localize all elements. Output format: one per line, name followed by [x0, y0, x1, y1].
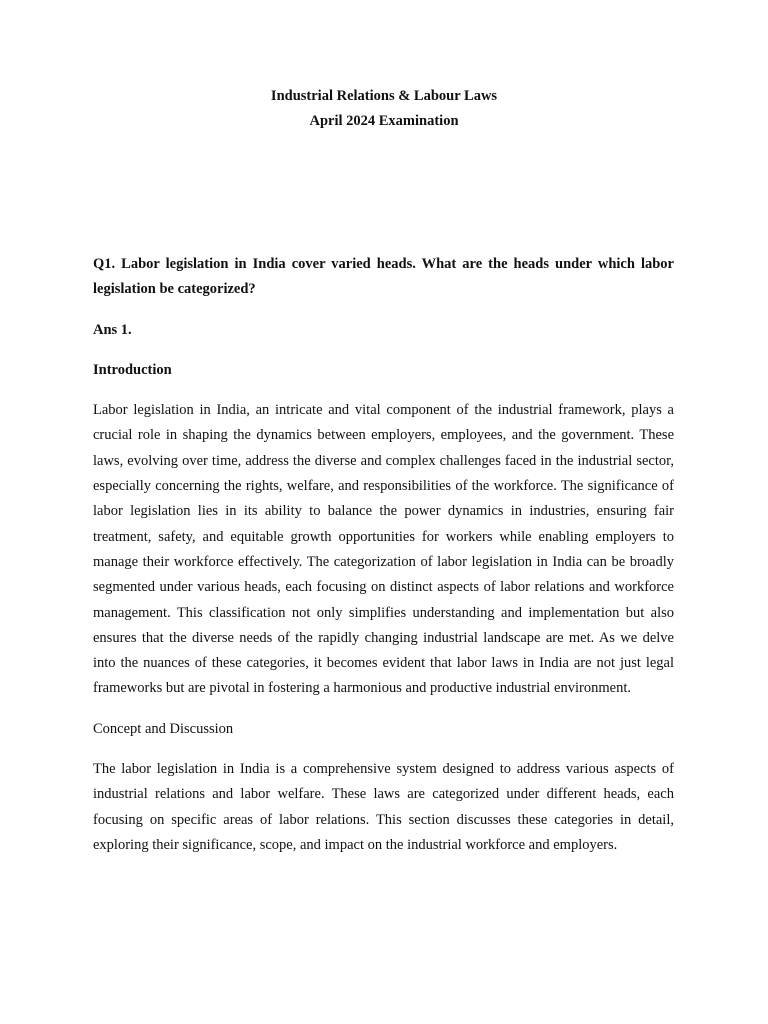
introduction-heading: Introduction [93, 361, 172, 378]
question-text: Q1. Labor legislation in India cover varied heads. What are the heads under which labor legislation be categorized? [93, 256, 674, 298]
concept-paragraph: The labor legislation in India is a comprehensive system designed to address various aspects of industrial relations and labor welfare. These laws are categorized under different heads, each focusing on specific areas of labor relations. This section discusses these categories in detail, exploring their significance, scope, and impact on the industrial workforce and employers. [93, 761, 674, 853]
document-body [93, 252, 674, 858]
answer-label: Ans 1. [93, 321, 132, 338]
document-subtitle: April 2024 Examination [309, 113, 459, 129]
document-title: Industrial Relations & Labour Laws [270, 88, 498, 104]
introduction-paragraph: Labor legislation in India, an intricate and vital component of the industrial framework, plays a crucial role in shaping the dynamics between employers, employees, and the government. These laws, evolving over time, address the diverse and complex challenges faced in the industrial sector, especially concerning the rights, welfare, and responsibilities of the workforce. The significance of labor legislation lies in its ability to balance the power dynamics in industries, ensuring fair treatment, safety, and equitable growth opportunities for workers while enabling employers to manage their workforce effectively. The categorization of labor legislation in India can be broadly segmented under various heads, each focusing on distinct aspects of labor relations and workforce management. This classification not only simplifies understanding and implementation but also ensures that the diverse needs of the rapidly changing industrial landscape are met. As we delve into the nuances of these categories, it becomes evident that labor laws in India are not just legal frameworks but are pivotal in fostering a harmonious and productive industrial environment. [93, 402, 674, 697]
concept-heading: Concept and Discussion [93, 720, 234, 737]
